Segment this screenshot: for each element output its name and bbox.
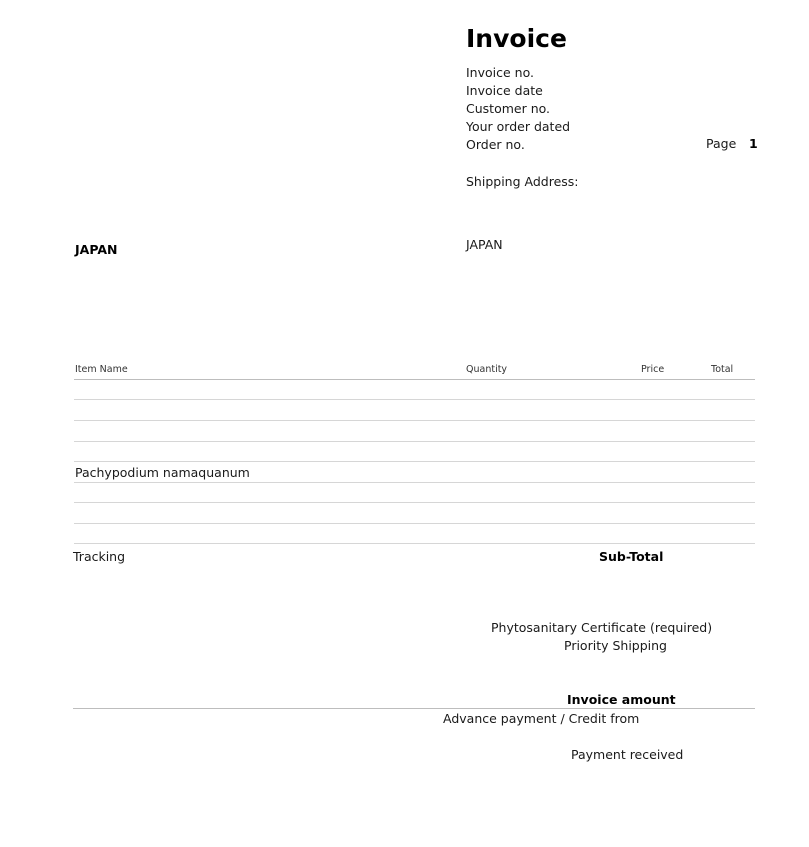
table-row-divider xyxy=(74,420,755,421)
shipping-country: JAPAN xyxy=(466,237,503,252)
shipping-address-label: Shipping Address: xyxy=(466,174,579,189)
table-header-divider xyxy=(74,379,755,380)
invoice-amount-divider xyxy=(73,708,755,709)
priority-shipping-label: Priority Shipping xyxy=(564,638,667,653)
item-name-cell: Pachypodium namaquanum xyxy=(75,465,250,480)
order-no-label: Order no. xyxy=(466,137,525,152)
column-header-item-name: Item Name xyxy=(75,364,128,375)
invoice-title: Invoice xyxy=(466,24,567,53)
invoice-no-label: Invoice no. xyxy=(466,65,534,80)
invoice-meta-labels xyxy=(466,64,570,154)
customer-no-label: Customer no. xyxy=(466,101,551,116)
billing-country: JAPAN xyxy=(75,242,118,257)
page-label: Page xyxy=(706,136,737,151)
column-header-price: Price xyxy=(641,364,665,375)
invoice-amount-label: Invoice amount xyxy=(567,692,676,707)
table-row-divider xyxy=(74,461,755,462)
table-row-divider xyxy=(74,399,755,400)
column-header-total: Total xyxy=(711,364,734,375)
invoice-date-label: Invoice date xyxy=(466,83,543,98)
table-row-divider xyxy=(74,543,755,544)
order-dated-label: Your order dated xyxy=(466,119,571,134)
tracking-label: Tracking xyxy=(73,549,126,564)
phytosanitary-certificate-label: Phytosanitary Certificate (required) xyxy=(491,620,713,635)
table-row-divider xyxy=(74,441,755,442)
table-row-divider xyxy=(74,523,755,524)
subtotal-label: Sub-Total xyxy=(599,549,664,564)
table-row-divider xyxy=(74,502,755,503)
column-header-quantity: Quantity xyxy=(466,364,508,375)
advance-payment-label: Advance payment / Credit from xyxy=(443,711,640,726)
table-row-divider xyxy=(74,482,755,483)
payment-received-label: Payment received xyxy=(571,747,684,762)
page-number: 1 xyxy=(749,136,758,151)
